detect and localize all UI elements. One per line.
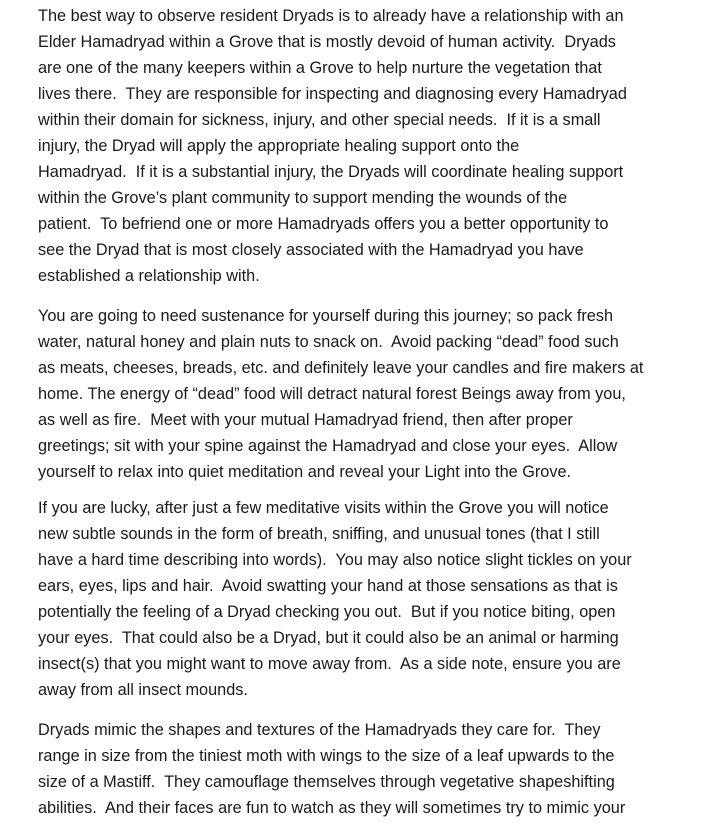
paragraph [38,495,632,703]
text-line: your eyes. That could also be a Dryad, but it could also be an animal or harming [38,629,619,647]
text-line: within the Grove’s plant community to support mending the wounds of the [38,189,568,207]
text-line: range in size from the tiniest moth with wings to the size of a leaf upwards to the [38,747,615,765]
text-line: water, natural honey and plain nuts to snack on. Avoid packing “dead” food such [38,333,619,351]
text-line: patient. To befriend one or more Hamadryads offers you a better opportunity to [38,215,609,233]
text-line: greetings; sit with your spine against the Hamadryad and close your eyes. Allow [38,437,618,455]
paragraph [38,717,625,821]
text-line: established a relationship with. [38,267,260,285]
text-line: If you are lucky, after just a few meditative visits within the Grove you will notice [38,499,609,517]
text-line: lives there. They are responsible for inspecting and diagnosing every Hamadryad [38,85,627,103]
text-line: ears, eyes, lips and hair. Avoid swatting your hand at those sensations as that is [38,577,618,595]
paragraph [38,3,627,289]
text-line: abilities. And their faces are fun to watch as they will sometimes try to mimic your [38,799,626,817]
text-line: Dryads mimic the shapes and textures of the Hamadryads they care for. They [38,721,601,739]
text-line: injury, the Dryad will apply the appropriate healing support onto the [38,137,520,155]
text-line: Hamadryad. If it is a substantial injury, the Dryads will coordinate healing support [38,163,624,181]
paragraph [38,303,643,485]
text-line: new subtle sounds in the form of breath, sniffing, and unusual tones (that I still [38,525,600,543]
text-line: as meats, cheeses, breads, etc. and definitely leave your candles and fire makers at [38,359,644,377]
text-line: potentially the feeling of a Dryad checking you out. But if you notice biting, open [38,603,616,621]
text-line: The best way to observe resident Dryads is to already have a relationship with an [38,7,624,25]
text-line: as well as fire. Meet with your mutual Hamadryad friend, then after proper [38,411,573,429]
text-line: are one of the many keepers within a Grove to help nurture the vegetation that [38,59,602,77]
text-line: yourself to relax into quiet meditation and reveal your Light into the Grove. [38,463,572,481]
text-line: have a hard time describing into words). You may also notice slight tickles on your [38,551,632,569]
text-line: size of a Mastiff. They camouflage themselves through vegetative shapeshifting [38,773,615,791]
text-line: within their domain for sickness, injury, and other special needs. If it is a small [38,111,601,129]
text-line: Elder Hamadryad within a Grove that is mostly devoid of human activity. Dryads [38,33,616,51]
text-line: insect(s) that you might want to move away from. As a side note, ensure you are [38,655,621,673]
text-line: home. The energy of “dead” food will detract natural forest Beings away from you, [38,385,626,403]
text-line: see the Dryad that is most closely associated with the Hamadryad you have [38,241,584,259]
text-line: away from all insect mounds. [38,681,248,699]
text-line: You are going to need sustenance for yourself during this journey; so pack fresh [38,307,614,325]
